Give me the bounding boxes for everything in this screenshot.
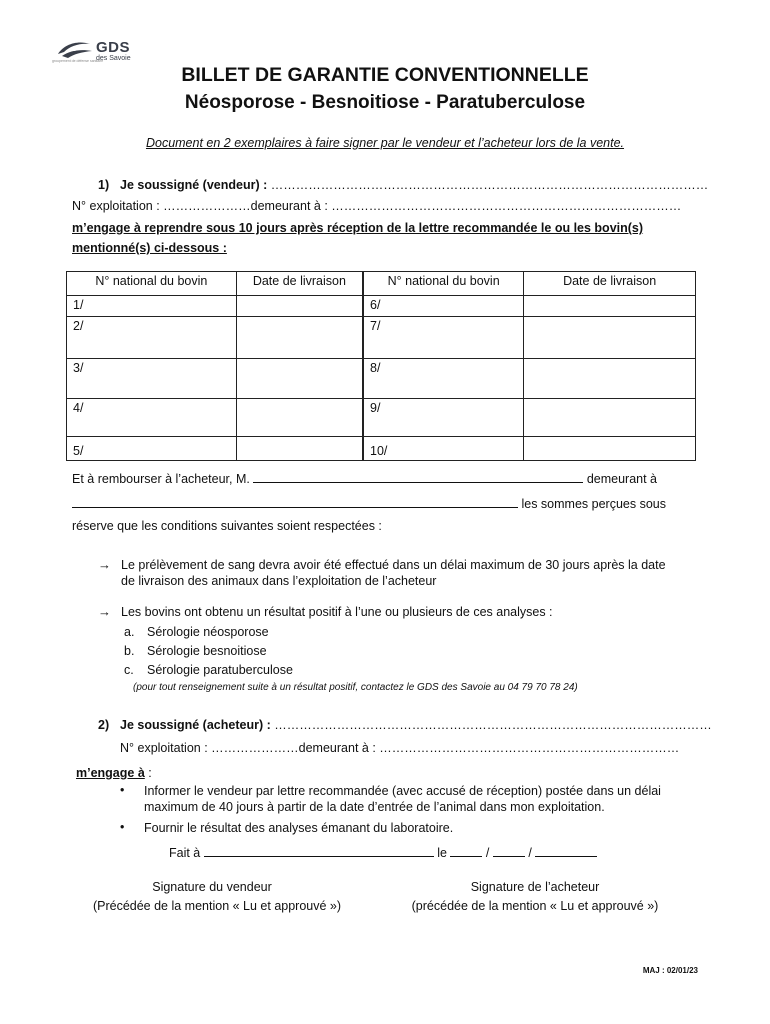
date-cell[interactable]	[524, 359, 696, 399]
bullet-icon: •	[120, 820, 125, 834]
logo-sub: des Savoie	[96, 55, 131, 62]
bovin-cell[interactable]: 2/	[67, 317, 237, 359]
rembourser-label: Et à rembourser à l’acheteur, M.	[72, 472, 254, 486]
bovin-cell[interactable]: 1/	[67, 296, 237, 317]
acheteur-name-field[interactable]: ……………………………………………………………………………………………	[270, 718, 712, 732]
vendeur-exploitation[interactable]: N° exploitation : …………………demeurant à : …………………………………………………………………………	[72, 199, 682, 213]
vendeur-engage-line1: m’engage à reprendre sous 10 jours après réception de la lettre recommandée le ou les bovin(s)	[72, 221, 644, 235]
obligation-line: Fournir le résultat des analyses émanant du laboratoire.	[144, 821, 454, 835]
vendeur-engage-line2: mentionné(s) ci-dessous :	[72, 241, 227, 255]
logo-tagline: groupement de défense sanitaire	[52, 59, 104, 63]
maj-date: MAJ : 02/01/23	[642, 966, 698, 975]
contact-note: (pour tout renseignement suite à un résultat positif, contactez le GDS des Savoie au 04 79 70 78 24)	[133, 682, 578, 693]
date-cell[interactable]	[236, 359, 363, 399]
acheteur-label: Je soussigné (acheteur) :	[120, 718, 271, 732]
annee-blank[interactable]	[535, 845, 597, 857]
date-cell[interactable]	[236, 317, 363, 359]
arrow-right-icon: →	[98, 557, 111, 572]
bovins-table	[66, 271, 696, 461]
date-cell[interactable]	[524, 296, 696, 317]
analyse-letter: b.	[124, 644, 135, 658]
analyse-letter: c.	[124, 663, 134, 677]
date-cell[interactable]	[524, 437, 696, 461]
analyse-item: Sérologie paratuberculose	[147, 663, 293, 677]
logo-brand: GDS	[96, 39, 131, 56]
bovin-cell[interactable]: 10/	[363, 437, 524, 461]
bovin-cell[interactable]: 8/	[363, 359, 524, 399]
acheteur-engage-label: m’engage à	[76, 766, 145, 780]
demeurant-label: demeurant à	[583, 472, 658, 486]
fait-a-label: Fait à	[169, 846, 204, 860]
analyse-item: Sérologie besnoitiose	[147, 644, 267, 658]
bovins-intro: Les bovins ont obtenu un résultat positif à l’une ou plusieurs de ces analyses :	[121, 605, 553, 619]
gds-logo	[52, 38, 142, 66]
date-cell[interactable]	[524, 317, 696, 359]
arrow-right-icon: →	[98, 604, 111, 619]
gds-swoosh-icon	[54, 40, 94, 60]
page-subtitle: Néosporose - Besnoitiose - Paratuberculose	[184, 92, 586, 113]
date-cell[interactable]	[524, 399, 696, 437]
signature-acheteur-title: Signature de l’acheteur	[470, 880, 600, 894]
date-sep: /	[482, 846, 493, 860]
sommes-label: les sommes perçues sous	[518, 497, 666, 511]
vendeur-label: Je soussigné (vendeur) :	[120, 178, 268, 192]
table-header-row	[67, 272, 696, 296]
obligation-line2: maximum de 40 jours à partir de la date d’entrée de l’animal dans mon exploitation.	[144, 800, 605, 814]
rembourser-line3: réserve que les conditions suivantes soient respectées :	[72, 519, 382, 533]
date-cell[interactable]	[236, 296, 363, 317]
bullet-icon: •	[120, 783, 125, 797]
page-title: BILLET DE GARANTIE CONVENTIONNELLE	[181, 64, 589, 86]
analyse-item: Sérologie néosporose	[147, 625, 269, 639]
table-row	[67, 437, 696, 461]
fait-le-label: le	[433, 846, 451, 860]
date-cell[interactable]	[236, 437, 363, 461]
lieu-blank[interactable]	[204, 845, 434, 857]
acheteur-engage-colon: :	[144, 766, 152, 780]
analyse-letter: a.	[124, 625, 135, 639]
table-row	[67, 359, 696, 399]
acheteur-line	[120, 718, 712, 732]
bovin-cell[interactable]: 7/	[363, 317, 524, 359]
col-header-date-right: Date de livraison	[524, 272, 696, 296]
acheteur-number: 2)	[98, 718, 110, 732]
rembourser-line1	[72, 471, 657, 486]
bovin-cell[interactable]: 5/	[67, 437, 237, 461]
signature-vendeur-note: (Précédée de la mention « Lu et approuvé »)	[92, 899, 342, 913]
table-row	[67, 317, 696, 359]
vendeur-number: 1)	[98, 178, 110, 192]
signature-acheteur-note: (précédée de la mention « Lu et approuvé »)	[411, 899, 659, 913]
acheteur-address-blank[interactable]	[72, 496, 518, 508]
acheteur-engage	[76, 766, 152, 780]
date-cell[interactable]	[236, 399, 363, 437]
bovin-cell[interactable]: 4/	[67, 399, 237, 437]
acheteur-name-blank[interactable]	[253, 471, 583, 483]
mois-blank[interactable]	[493, 845, 525, 857]
acheteur-exploitation[interactable]: N° exploitation : …………………demeurant à : ………………………………………………………………	[120, 741, 680, 755]
date-sep: /	[524, 846, 536, 860]
bovin-cell[interactable]: 6/	[363, 296, 524, 317]
prelevement-line1: Le prélèvement de sang devra avoir été effectué dans un délai maximum de 30 jours après la date	[121, 558, 666, 572]
prelevement-line2: de livraison des animaux dans l’exploitation de l’acheteur	[121, 574, 437, 588]
vendeur-line	[120, 178, 708, 192]
bovin-cell[interactable]: 9/	[363, 399, 524, 437]
table-row	[67, 399, 696, 437]
col-header-numero-right: N° national du bovin	[363, 272, 524, 296]
document-note: Document en 2 exemplaires à faire signer par le vendeur et l’acheteur lors de la vente.	[145, 136, 625, 150]
col-header-numero-left: N° national du bovin	[67, 272, 237, 296]
fait-a-line	[169, 845, 597, 860]
col-header-date-left: Date de livraison	[236, 272, 363, 296]
obligation-line1: Informer le vendeur par lettre recommandée (avec accusé de réception) postée dans un délai	[144, 784, 661, 798]
bovin-cell[interactable]: 3/	[67, 359, 237, 399]
jour-blank[interactable]	[450, 845, 482, 857]
table-row	[67, 296, 696, 317]
rembourser-line2	[72, 496, 666, 511]
signature-vendeur-title: Signature du vendeur	[152, 880, 272, 894]
vendeur-name-field[interactable]: ……………………………………………………………………………………………	[267, 178, 709, 192]
